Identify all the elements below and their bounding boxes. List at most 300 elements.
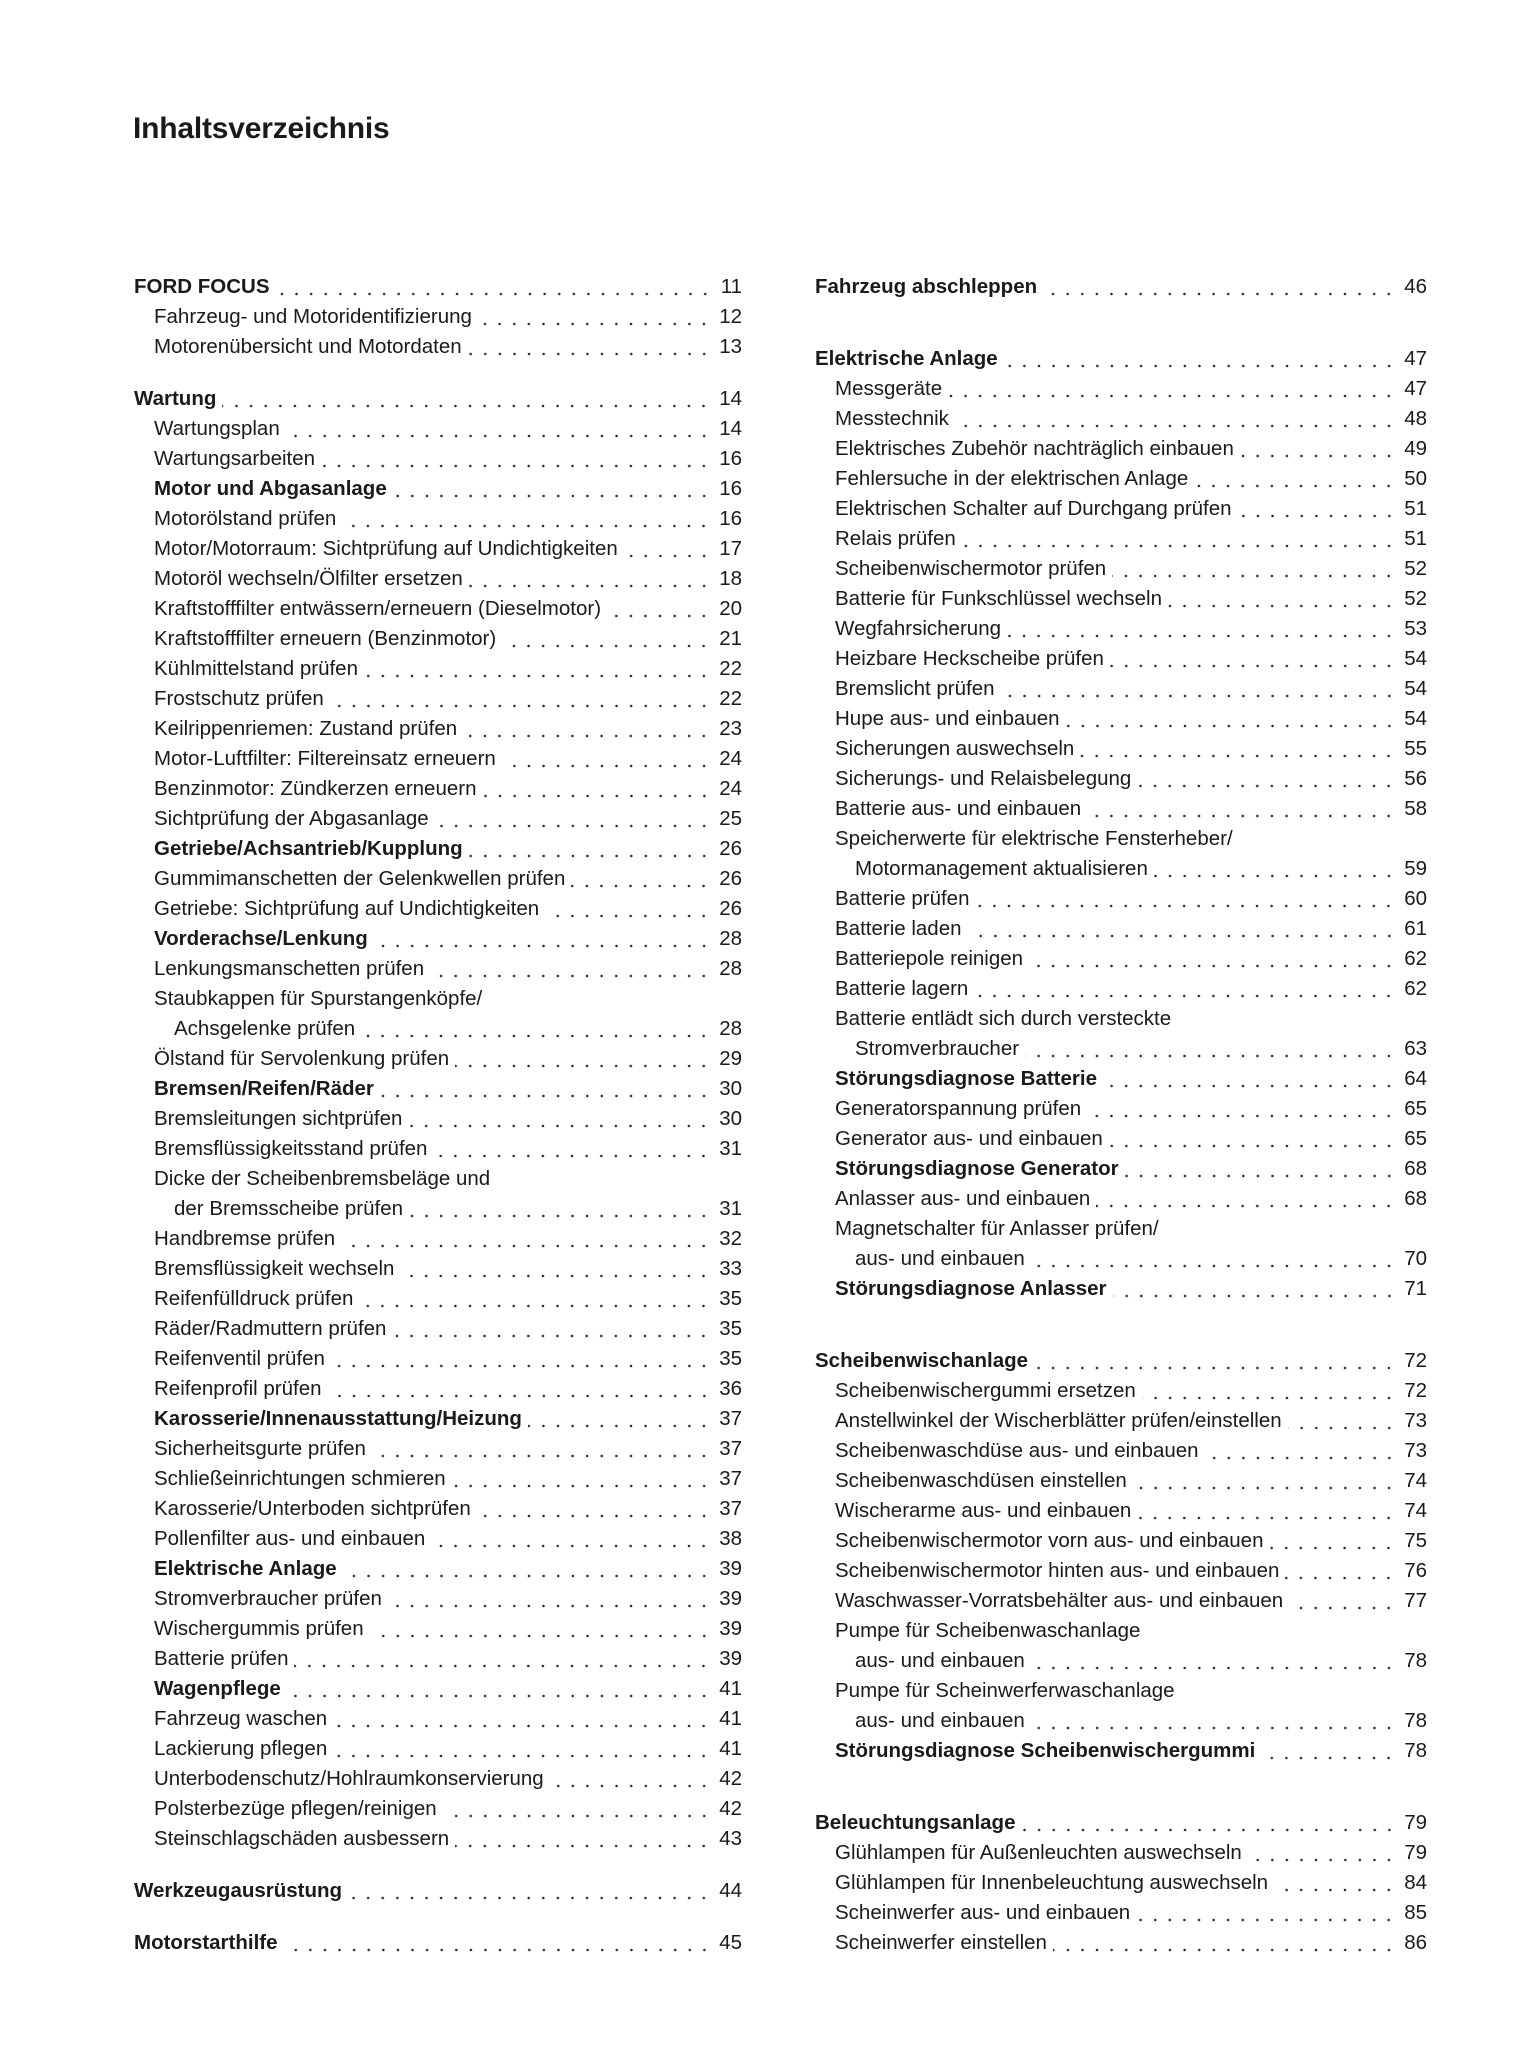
toc-entry[interactable]: [815, 524, 1427, 554]
toc-entry[interactable]: [815, 674, 1427, 704]
toc-entry[interactable]: [815, 914, 1427, 944]
page-number: 16: [719, 477, 742, 500]
toc-entry[interactable]: [134, 1794, 742, 1824]
toc-entry[interactable]: [815, 1376, 1427, 1406]
toc-entry-title: Batterie für Funkschlüssel wechseln: [835, 587, 1163, 610]
toc-entry-title: Getriebe/Achsantrieb/Kupplung: [154, 837, 463, 860]
toc-chapter[interactable]: [134, 1876, 742, 1906]
toc-entry-title: Steinschlagschäden ausbessern: [154, 1827, 450, 1850]
dot-leader: [463, 714, 711, 744]
page-number: 21: [719, 627, 742, 650]
toc-entry[interactable]: [134, 864, 742, 894]
toc-entry[interactable]: [134, 624, 742, 654]
toc-entry-title-cont: Achsgelenke prüfen: [174, 1017, 356, 1040]
toc-entry-title: Keilrippenriemen: Zustand prüfen: [154, 717, 458, 740]
toc-entry-title: Wegfahrsicherung: [835, 617, 1001, 640]
toc-entry-title: Anstellwinkel der Wischerblätter prüfen/einstellen: [835, 1409, 1282, 1432]
toc-entry[interactable]: [815, 1466, 1427, 1496]
page-number: 37: [719, 1407, 742, 1430]
toc-entry-title-cont: aus- und einbauen: [855, 1649, 1025, 1672]
page-number: 58: [1404, 797, 1427, 820]
toc-entry[interactable]: [134, 1044, 742, 1074]
toc-entry[interactable]: [815, 1496, 1427, 1526]
dot-leader: [341, 1224, 711, 1254]
page-number: 30: [719, 1107, 742, 1130]
toc-entry[interactable]: [815, 1928, 1427, 1958]
toc-entry-title: Vorderachse/Lenkung: [154, 927, 368, 950]
toc-entry[interactable]: [134, 534, 742, 564]
toc-entry[interactable]: [134, 804, 742, 834]
toc-entry[interactable]: [134, 1314, 742, 1344]
toc-entry[interactable]: [134, 1584, 742, 1614]
toc-entry-title: Scheinwerfer einstellen: [835, 1931, 1047, 1954]
dot-leader: [222, 384, 711, 414]
toc-entry[interactable]: [134, 1014, 742, 1044]
toc-entry-title: Motorenübersicht und Motordaten: [154, 335, 462, 358]
dot-leader: [370, 1614, 712, 1644]
toc-entry[interactable]: [815, 1838, 1427, 1868]
toc-entry-title: Karosserie/Innenausstattung/Heizung: [154, 1407, 522, 1430]
toc-entry-title: Getriebe: Sichtprüfung auf Undichtigkeiten: [154, 897, 540, 920]
page-number: 30: [719, 1077, 742, 1100]
dot-leader: [1031, 1244, 1396, 1274]
dot-leader: [974, 974, 1396, 1004]
toc-entry[interactable]: [815, 1736, 1427, 1766]
toc-entry[interactable]: [815, 1436, 1427, 1466]
dot-leader: [1168, 584, 1396, 614]
toc-entry-title: Werkzeugausrüstung: [134, 1879, 343, 1902]
page-number: 78: [1404, 1709, 1427, 1732]
toc-entry[interactable]: [815, 1064, 1427, 1094]
page-number: 86: [1404, 1931, 1427, 1954]
dot-leader: [1289, 1586, 1396, 1616]
page-number: 75: [1404, 1529, 1427, 1552]
page-number: 48: [1404, 407, 1427, 430]
toc-entry-title: Batterie prüfen: [835, 887, 970, 910]
toc-entry[interactable]: [134, 302, 742, 332]
toc-entry[interactable]: [134, 332, 742, 362]
page-number: 41: [719, 1677, 742, 1700]
page-number: 16: [719, 507, 742, 530]
toc-entry-title: Anlasser aus- und einbauen: [835, 1187, 1091, 1210]
toc-entry-title: Sicherungen auswechseln: [835, 737, 1075, 760]
dot-leader: [1238, 494, 1397, 524]
toc-entry[interactable]: [815, 1184, 1427, 1214]
toc-entry[interactable]: [134, 1254, 742, 1284]
toc-entry[interactable]: [815, 794, 1427, 824]
page-number: 70: [1404, 1247, 1427, 1270]
page-number: 54: [1404, 647, 1427, 670]
toc-entry[interactable]: [815, 1406, 1427, 1436]
dot-leader: [343, 1554, 712, 1584]
dot-leader: [361, 1014, 711, 1044]
dot-leader: [1110, 644, 1396, 674]
dot-leader: [1034, 1346, 1396, 1376]
dot-leader: [400, 1254, 711, 1284]
dot-leader: [392, 1314, 711, 1344]
page-number: 41: [719, 1737, 742, 1760]
toc-entry-title: Gummimanschetten der Gelenkwellen prüfen: [154, 867, 566, 890]
dot-leader: [286, 414, 711, 444]
toc-entry[interactable]: [134, 1284, 742, 1314]
toc-entry[interactable]: [134, 1434, 742, 1464]
toc-entry-title: Frostschutz prüfen: [154, 687, 324, 710]
toc-entry[interactable]: [134, 654, 742, 684]
toc-entry[interactable]: [815, 464, 1427, 494]
dot-leader: [1066, 704, 1397, 734]
toc-entry-title-cont: Motormanagement aktualisieren: [855, 857, 1148, 880]
dot-leader: [331, 1344, 711, 1374]
toc-entry-title: Messgeräte: [835, 377, 943, 400]
toc-entry-title: Motorölstand prüfen: [154, 507, 337, 530]
page-number: 68: [1404, 1157, 1427, 1180]
dot-leader: [452, 1464, 711, 1494]
page-number: 37: [719, 1437, 742, 1460]
page-number: 43: [719, 1827, 742, 1850]
toc-entry[interactable]: [815, 374, 1427, 404]
toc-entry[interactable]: [815, 974, 1427, 1004]
toc-entry-line: [815, 824, 1427, 854]
toc-entry[interactable]: [134, 1734, 742, 1764]
toc-entry[interactable]: [134, 1464, 742, 1494]
page-number: 14: [719, 417, 742, 440]
page-number: 28: [719, 957, 742, 980]
page-number: 46: [1404, 275, 1427, 298]
dot-leader: [372, 1434, 711, 1464]
dot-leader: [1248, 1838, 1396, 1868]
toc-entry[interactable]: [815, 644, 1427, 674]
toc-entry[interactable]: [134, 1134, 742, 1164]
toc-entry-title: Störungsdiagnose Generator: [835, 1157, 1119, 1180]
dot-leader: [380, 1074, 711, 1104]
dot-leader: [968, 914, 1397, 944]
toc-entry[interactable]: [815, 734, 1427, 764]
toc-entry-title: Beleuchtungsanlage: [815, 1811, 1016, 1834]
page-number: 55: [1404, 737, 1427, 760]
dot-leader: [359, 1284, 711, 1314]
dot-leader: [1004, 344, 1397, 374]
dot-leader: [550, 1764, 711, 1794]
toc-entry[interactable]: [134, 1764, 742, 1794]
toc-entry-title: FORD FOCUS: [134, 275, 270, 298]
dot-leader: [431, 1524, 711, 1554]
page-number: 39: [719, 1587, 742, 1610]
toc-entry[interactable]: [815, 1706, 1427, 1736]
toc-entry[interactable]: [134, 774, 742, 804]
toc-entry-title: Pollenfilter aus- und einbauen: [154, 1527, 426, 1550]
toc-entry-title: Generator aus- und einbauen: [835, 1127, 1103, 1150]
toc-entry[interactable]: [134, 1494, 742, 1524]
toc-entry-title: Unterbodenschutz/Hohlraumkonservierung: [154, 1767, 544, 1790]
dot-leader: [468, 332, 712, 362]
toc-entry[interactable]: [815, 944, 1427, 974]
toc-entry[interactable]: [815, 404, 1427, 434]
page-number: 13: [719, 335, 742, 358]
page-number: 16: [719, 447, 742, 470]
toc-entry-title: Benzinmotor: Zündkerzen erneuern: [154, 777, 477, 800]
toc-entry[interactable]: [134, 894, 742, 924]
toc-entry[interactable]: [134, 414, 742, 444]
dot-leader: [975, 884, 1396, 914]
toc-entry[interactable]: [815, 764, 1427, 794]
toc-chapter[interactable]: [815, 344, 1427, 374]
page-number: 26: [719, 897, 742, 920]
toc-chapter[interactable]: [815, 272, 1427, 302]
dot-leader: [1031, 1646, 1396, 1676]
toc-chapter[interactable]: [134, 384, 742, 414]
toc-entry-title: Waschwasser-Vorratsbehälter aus- und einbauen: [835, 1589, 1284, 1612]
page-number: 47: [1404, 347, 1427, 370]
dot-leader: [1087, 1094, 1396, 1124]
dot-leader: [483, 774, 712, 804]
toc-entry-title: Pumpe für Scheinwerferwaschanlage: [835, 1679, 1175, 1702]
toc-entry[interactable]: [134, 684, 742, 714]
toc-entry-title: Messtechnik: [835, 407, 949, 430]
toc-entry-title: Motor/Motorraum: Sichtprüfung auf Undichtigkeiten: [154, 537, 618, 560]
toc-entry-title: Reifenprofil prüfen: [154, 1377, 322, 1400]
page-number: 50: [1404, 467, 1427, 490]
dot-leader: [1080, 734, 1396, 764]
dot-leader: [607, 594, 711, 624]
toc-entry[interactable]: [134, 564, 742, 594]
dot-leader: [455, 1824, 711, 1854]
page-number: 22: [719, 657, 742, 680]
dot-leader: [1043, 272, 1396, 302]
toc-entry[interactable]: [134, 504, 742, 534]
dot-leader: [1269, 1526, 1396, 1556]
page-number: 29: [719, 1047, 742, 1070]
toc-entry-title: Sichtprüfung der Abgasanlage: [154, 807, 429, 830]
toc-entry-title: Polsterbezüge pflegen/reinigen: [154, 1797, 437, 1820]
toc-entry-title: Bremsen/Reifen/Räder: [154, 1077, 374, 1100]
toc-entry-title: Handbremse prüfen: [154, 1227, 336, 1250]
toc-entry-title: Motor-Luftfilter: Filtereinsatz erneuern: [154, 747, 496, 770]
toc-entry-line: [815, 1214, 1427, 1244]
toc-entry-title: Kühlmittelstand prüfen: [154, 657, 358, 680]
toc-entry[interactable]: [815, 1868, 1427, 1898]
toc-entry[interactable]: [134, 1644, 742, 1674]
toc-entry[interactable]: [134, 1824, 742, 1854]
toc-entry[interactable]: [815, 1124, 1427, 1154]
toc-entry-title: Elektrische Anlage: [815, 347, 998, 370]
page-number: 39: [719, 1557, 742, 1580]
toc-chapter[interactable]: [815, 1346, 1427, 1376]
toc-chapter[interactable]: [815, 1808, 1427, 1838]
page-number: 54: [1404, 677, 1427, 700]
dot-leader: [955, 404, 1396, 434]
toc-entry-title: Wischergummis prüfen: [154, 1617, 364, 1640]
toc-entry-title: Räder/Radmuttern prüfen: [154, 1317, 387, 1340]
toc-entry-title: Elektrische Anlage: [154, 1557, 337, 1580]
dot-leader: [1096, 1184, 1396, 1214]
toc-entry[interactable]: [134, 1194, 742, 1224]
toc-entry[interactable]: [815, 494, 1427, 524]
dot-leader: [409, 1194, 711, 1224]
toc-entry-title: Speicherwerte für elektrische Fensterheber/: [835, 827, 1233, 850]
page-number: 56: [1404, 767, 1427, 790]
dot-leader: [1154, 854, 1396, 884]
toc-entry[interactable]: [815, 1556, 1427, 1586]
dot-leader: [624, 534, 711, 564]
dot-leader: [469, 564, 711, 594]
toc-entry-title: Fahrzeug waschen: [154, 1707, 328, 1730]
toc-entry-title-cont: der Bremsscheibe prüfen: [174, 1197, 404, 1220]
dot-leader: [571, 864, 711, 894]
page-number: 73: [1404, 1409, 1427, 1432]
toc-entry-title: Motoröl wechseln/Ölfilter ersetzen: [154, 567, 463, 590]
toc-entry-line: [815, 1676, 1427, 1706]
dot-leader: [1001, 674, 1397, 704]
toc-entry[interactable]: [815, 884, 1427, 914]
dot-leader: [1113, 1274, 1397, 1304]
page-title: Inhaltsverzeichnis: [133, 112, 390, 145]
toc-entry[interactable]: [815, 1274, 1427, 1304]
toc-entry[interactable]: [134, 1374, 742, 1404]
toc-entry[interactable]: [134, 1554, 742, 1584]
toc-section: [134, 272, 742, 362]
toc-entry-title: Batterie entlädt sich durch versteckte: [835, 1007, 1172, 1030]
toc-entry[interactable]: [815, 1034, 1427, 1064]
toc-entry-title: Schließeinrichtungen schmieren: [154, 1467, 446, 1490]
toc-entry-title: Pumpe für Scheibenwaschanlage: [835, 1619, 1141, 1642]
toc-entry[interactable]: [815, 614, 1427, 644]
toc-entry[interactable]: [815, 1154, 1427, 1184]
toc-entry-title: Wagenpflege: [154, 1677, 281, 1700]
toc-entry-title: Heizbare Heckscheibe prüfen: [835, 647, 1104, 670]
toc-entry-title: Scheibenwischanlage: [815, 1349, 1029, 1372]
dot-leader: [1194, 464, 1396, 494]
toc-entry[interactable]: [815, 854, 1427, 884]
dot-leader: [393, 474, 711, 504]
toc-entry[interactable]: [815, 1244, 1427, 1274]
page-number: 72: [1404, 1349, 1427, 1372]
toc-entry-title: Lackierung pflegen: [154, 1737, 328, 1760]
toc-entry[interactable]: [815, 434, 1427, 464]
page-number: 23: [719, 717, 742, 740]
dot-leader: [1137, 1496, 1396, 1526]
page-number: 44: [719, 1879, 742, 1902]
dot-leader: [502, 624, 711, 654]
page-number: 71: [1404, 1277, 1427, 1300]
page-number: 53: [1404, 617, 1427, 640]
toc-entry-title: Hupe aus- und einbauen: [835, 707, 1060, 730]
toc-entry-title: Scheibenwaschdüse aus- und einbauen: [835, 1439, 1199, 1462]
toc-entry[interactable]: [815, 554, 1427, 584]
toc-chapter[interactable]: [134, 272, 742, 302]
toc-entry-title: Störungsdiagnose Anlasser: [835, 1277, 1107, 1300]
toc-entry-title: Fahrzeug- und Motoridentifizierung: [154, 305, 472, 328]
toc-chapter[interactable]: [134, 1928, 742, 1958]
toc-entry-title: Scheibenwischermotor prüfen: [835, 557, 1107, 580]
dot-leader: [328, 1374, 712, 1404]
page-number: 28: [719, 927, 742, 950]
toc-entry[interactable]: [134, 1104, 742, 1134]
page-number: 84: [1404, 1871, 1427, 1894]
dot-leader: [284, 1928, 712, 1958]
dot-leader: [443, 1794, 712, 1824]
dot-leader: [342, 504, 711, 534]
dot-leader: [1261, 1736, 1396, 1766]
dot-leader: [388, 1584, 711, 1614]
toc-entry[interactable]: [134, 474, 742, 504]
toc-entry[interactable]: [815, 704, 1427, 734]
toc-entry-title-cont: aus- und einbauen: [855, 1709, 1025, 1732]
toc-entry[interactable]: [134, 1404, 742, 1434]
page-number: 18: [719, 567, 742, 590]
toc-entry[interactable]: [815, 1646, 1427, 1676]
toc-entry-title: Staubkappen für Spurstangenköpfe/: [154, 987, 483, 1010]
page-number: 52: [1404, 557, 1427, 580]
page-number: 77: [1404, 1589, 1427, 1612]
toc-entry-title: Bremslicht prüfen: [835, 677, 995, 700]
toc-entry[interactable]: [134, 954, 742, 984]
toc-entry[interactable]: [815, 1586, 1427, 1616]
page-number: 51: [1404, 497, 1427, 520]
dot-leader: [364, 654, 711, 684]
toc-entry[interactable]: [815, 584, 1427, 614]
toc-entry-title: Ölstand für Servolenkung prüfen: [154, 1047, 450, 1070]
toc-entry-title: Stromverbraucher prüfen: [154, 1587, 382, 1610]
toc-entry-title: Sicherungs- und Relaisbelegung: [835, 767, 1132, 790]
page-number: 52: [1404, 587, 1427, 610]
dot-leader: [1022, 1808, 1397, 1838]
page-number: 31: [719, 1137, 742, 1160]
page-number: 62: [1404, 947, 1427, 970]
toc-entry-title: Batterie laden: [835, 917, 962, 940]
dot-leader: [408, 1104, 711, 1134]
toc-entry[interactable]: [815, 1094, 1427, 1124]
toc-entry[interactable]: [134, 1074, 742, 1104]
toc-entry[interactable]: [134, 594, 742, 624]
toc-entry-title: Wartung: [134, 387, 217, 410]
toc-entry[interactable]: [134, 1224, 742, 1254]
toc-section: [134, 384, 742, 1854]
dot-leader: [321, 444, 711, 474]
toc-entry-title: Generatorspannung prüfen: [835, 1097, 1082, 1120]
toc-entry[interactable]: [134, 1704, 742, 1734]
page-number: 85: [1404, 1901, 1427, 1924]
toc-entry[interactable]: [134, 1524, 742, 1554]
toc-entry[interactable]: [134, 1674, 742, 1704]
dot-leader: [287, 1674, 711, 1704]
page-number: 61: [1404, 917, 1427, 940]
toc-entry-title: Bremsflüssigkeit wechseln: [154, 1257, 395, 1280]
toc-entry[interactable]: [134, 834, 742, 864]
toc-entry[interactable]: [134, 444, 742, 474]
toc-entry[interactable]: [134, 744, 742, 774]
dot-leader: [1285, 1556, 1396, 1586]
page-number: 63: [1404, 1037, 1427, 1060]
page-number: 12: [719, 305, 742, 328]
toc-column-right: [815, 272, 1427, 1958]
toc-entry[interactable]: [815, 1526, 1427, 1556]
toc-entry-title-cont: aus- und einbauen: [855, 1247, 1025, 1270]
page-number: 33: [719, 1257, 742, 1280]
toc-entry-title: Glühlampen für Außenleuchten auswechseln: [835, 1841, 1242, 1864]
toc-entry-title: Fahrzeug abschleppen: [815, 275, 1038, 298]
page-number: 25: [719, 807, 742, 830]
page-number: 11: [720, 275, 742, 298]
page-number: 20: [719, 597, 742, 620]
toc-entry[interactable]: [134, 1344, 742, 1374]
toc-entry[interactable]: [134, 924, 742, 954]
toc-entry[interactable]: [134, 714, 742, 744]
dot-leader: [333, 1734, 711, 1764]
toc-section: [134, 1928, 742, 1958]
toc-entry[interactable]: [815, 1898, 1427, 1928]
toc-entry[interactable]: [134, 1614, 742, 1644]
toc-entry-title: Motorstarthilfe: [134, 1931, 278, 1954]
